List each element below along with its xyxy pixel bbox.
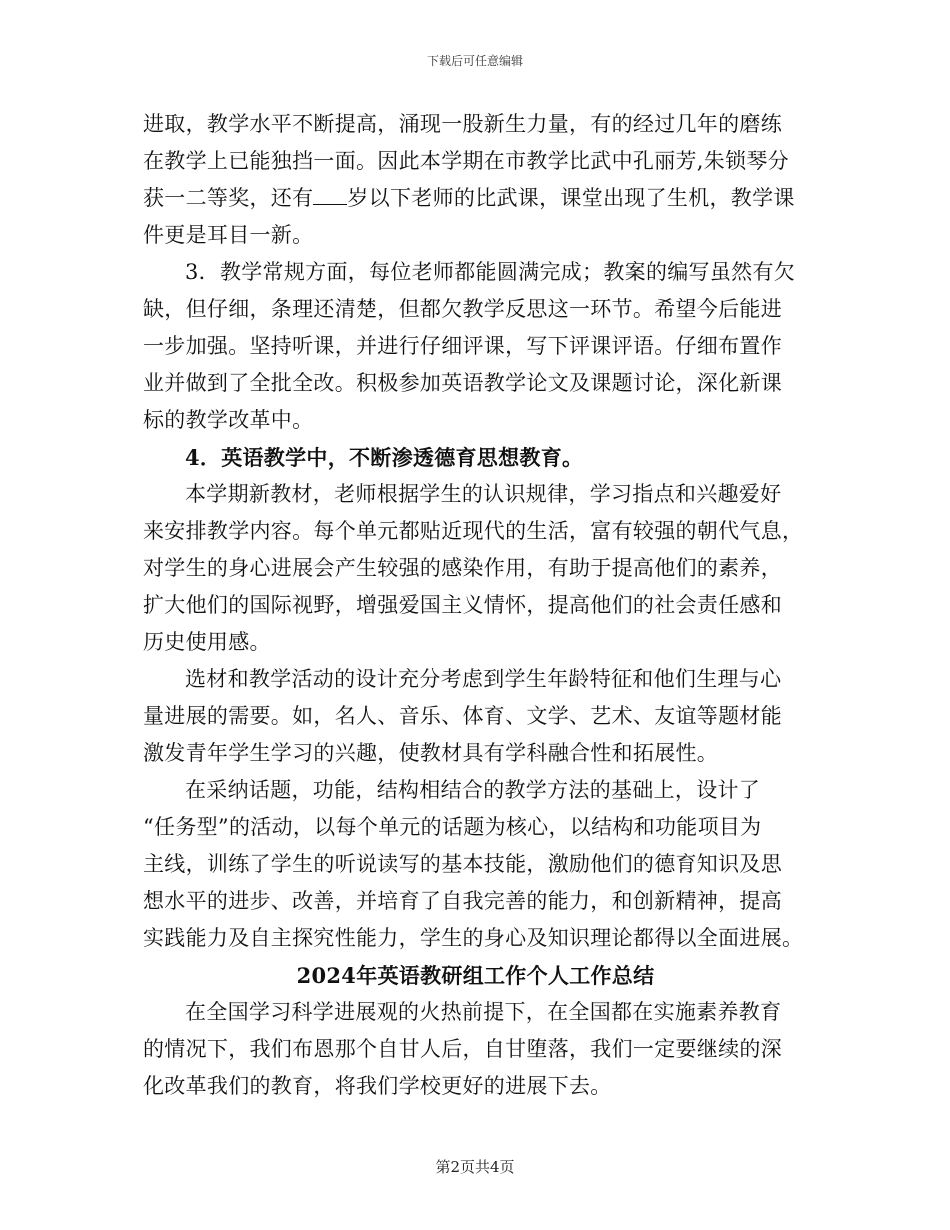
text-line: 来安排教学内容。每个单元都贴近现代的生活，富有较强的朝代气息， bbox=[143, 519, 804, 543]
text-line: 量进展的需要。如，名人、音乐、体育、文学、艺术、友谊等题材能 bbox=[143, 704, 782, 728]
text-line: 想水平的进步、改善，并培育了自我完善的能力，和创新精神，提高 bbox=[143, 889, 782, 913]
text-line: 实践能力及自主探究性能力，学生的身心及知识理论都得以全面进展。 bbox=[143, 926, 804, 950]
text-line: 缺，但仔细，条理还清楚，但都欠教学反思这一环节。希望今后能进 bbox=[143, 297, 782, 321]
text-line: 业并做到了全批全改。积极参加英语教学论文及课题讨论，深化新课 bbox=[143, 371, 782, 395]
text-segment: 获一二等奖，还有 bbox=[143, 186, 314, 210]
text-line: 对学生的身心进展会产生较强的感染作用，有助于提高他们的素养， bbox=[143, 556, 782, 580]
text-line: 一步加强。坚持听课，并进行仔细评课，写下评课评语。仔细布置作 bbox=[143, 334, 782, 358]
text-line: 标的教学改革中。 bbox=[143, 408, 314, 432]
document-title: 2024年英语教研组工作个人工作总结 bbox=[296, 963, 655, 988]
text-line bbox=[143, 180, 808, 217]
text-line: 激发青年学生学习的兴趣，使教材具有学科融合性和拓展性。 bbox=[143, 741, 719, 765]
text-line: 进取，教学水平不断提高，涌现一股新生力量，有的经过几年的磨练 bbox=[143, 112, 782, 136]
text-line: 历史使用感。 bbox=[143, 630, 271, 654]
page-number: 第2页共4页 bbox=[435, 1158, 515, 1176]
text-segment: 岁以下老师的比武课，课堂出现了生机，教学课 bbox=[347, 186, 795, 210]
section-heading: 4．英语教学中，不断渗透德育思想教育。 bbox=[185, 445, 584, 470]
text-line: 3．教学常规方面，每位老师都能圆满完成；教案的编写虽然有欠 bbox=[185, 260, 796, 284]
text-line: 主线，训练了学生的听说读写的基本技能，激励他们的德育知识及思 bbox=[143, 852, 782, 876]
text-line: 本学期新教材，老师根据学生的认识规律，学习指点和兴趣爱好 bbox=[185, 482, 782, 506]
page-header-note: 下载后可任意编辑 bbox=[426, 54, 523, 68]
text-line: 在教学上已能独挡一面。因此本学期在市教学比武中孔丽芳,朱锁琴分 bbox=[143, 149, 789, 173]
text-line: “任务型”的活动，以每个单元的话题为核心，以结构和功能项目为 bbox=[143, 815, 762, 839]
text-line: 选材和教学活动的设计充分考虑到学生年龄特征和他们生理与心 bbox=[185, 667, 782, 691]
fill-in-blank bbox=[313, 186, 347, 205]
document-body bbox=[143, 106, 808, 1105]
text-line: 化改革我们的教育，将我们学校更好的进展下去。 bbox=[143, 1074, 612, 1098]
text-line: 在全国学习科学进展观的火热前提下，在全国都在实施素养教育 bbox=[185, 1000, 782, 1024]
text-line: 扩大他们的国际视野，增强爱国主义情怀，提高他们的社会责任感和 bbox=[143, 593, 782, 617]
text-line: 件更是耳目一新。 bbox=[143, 223, 314, 247]
text-line: 在采纳话题，功能，结构相结合的教学方法的基础上，设计了 bbox=[185, 778, 761, 802]
text-line: 的情况下，我们布恩那个自甘人后，自甘堕落，我们一定要继续的深 bbox=[143, 1037, 782, 1061]
